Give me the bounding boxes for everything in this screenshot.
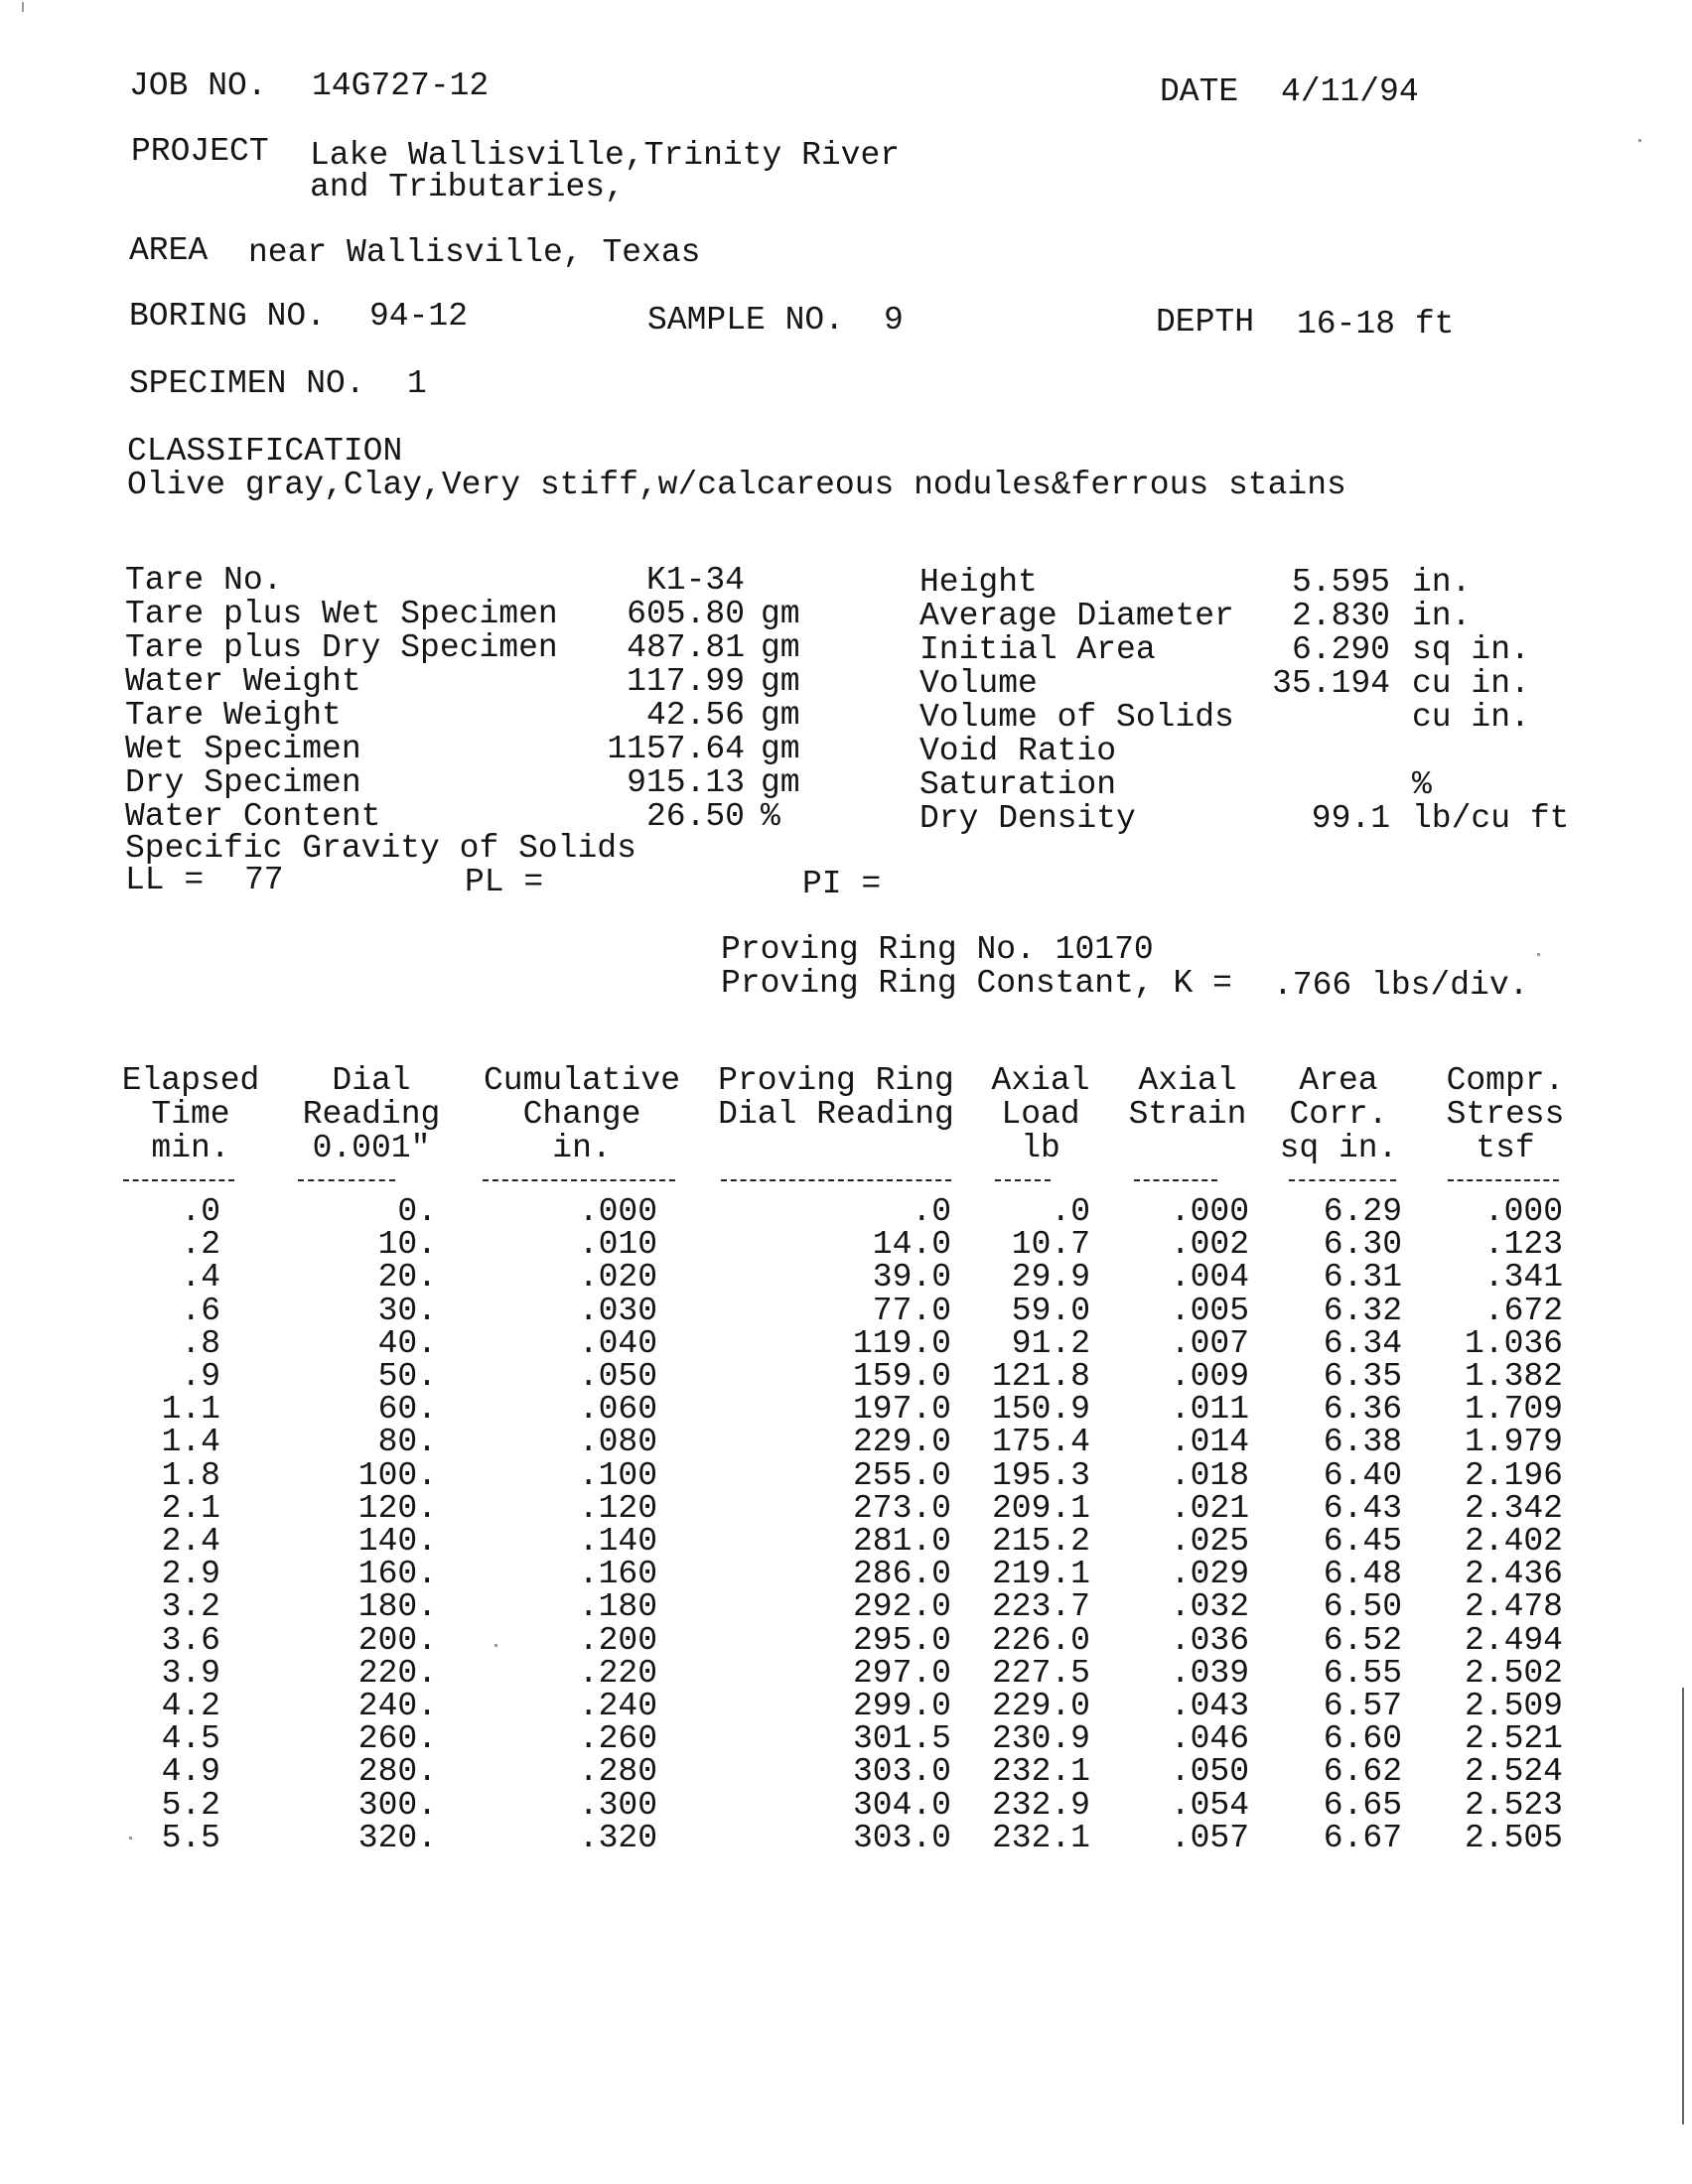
table-cell: .341 (1483, 1259, 1563, 1297)
project-line-1: Lake Wallisville,Trinity River (310, 137, 901, 174)
header-underline (721, 1179, 951, 1181)
property-value: 487.81 (627, 629, 745, 666)
property-value: 5.595 (1291, 564, 1390, 601)
table-cell: 219.1 (991, 1556, 1090, 1593)
proving-ring-constant-value: .766 lbs/div. (1273, 967, 1529, 1004)
job-label: JOB NO. (129, 68, 267, 104)
property-unit: lb/cu ft (1412, 800, 1570, 837)
table-cell: 209.1 (991, 1489, 1090, 1527)
table-cell: 6.55 (1323, 1654, 1402, 1692)
column-header: Dial Reading (718, 1096, 954, 1133)
table-cell: 273.0 (852, 1489, 951, 1527)
table-cell: 5.5 (161, 1819, 220, 1856)
table-cell: 3.2 (161, 1588, 220, 1626)
table-cell: 320. (357, 1819, 437, 1856)
property-value: 605.80 (627, 596, 745, 632)
table-cell: 2.402 (1464, 1523, 1563, 1560)
property-label: Tare Weight (125, 697, 342, 734)
table-cell: .300 (578, 1786, 657, 1824)
property-unit: % (761, 798, 780, 835)
property-value: 26.50 (645, 798, 745, 835)
table-cell: 255.0 (852, 1456, 951, 1494)
table-cell: .050 (1170, 1753, 1249, 1791)
property-value: 915.13 (627, 764, 745, 801)
property-label: Saturation (919, 766, 1117, 803)
table-cell: .000 (1483, 1193, 1563, 1230)
property-label: Water Content (125, 798, 381, 835)
table-row (0, 1722, 1692, 1756)
property-label: Average Diameter (919, 598, 1234, 634)
table-cell: 6.31 (1323, 1259, 1402, 1297)
table-cell: .080 (578, 1424, 657, 1461)
table-cell: 4.2 (161, 1688, 220, 1724)
table-cell: 29.9 (1011, 1259, 1090, 1297)
column-header: Proving Ring (718, 1062, 954, 1099)
header-underline (1134, 1179, 1217, 1181)
scan-speck (1638, 139, 1641, 142)
proving-ring-number: Proving Ring No. 10170 (721, 931, 1154, 968)
table-cell: 2.523 (1464, 1786, 1563, 1824)
table-cell: 3.6 (161, 1621, 220, 1659)
property-label: Water Weight (125, 663, 361, 700)
table-cell: 3.9 (161, 1654, 220, 1692)
property-value: 117.99 (627, 663, 745, 700)
table-cell: .320 (578, 1819, 657, 1856)
table-cell: 295.0 (852, 1621, 951, 1659)
table-cell: .220 (578, 1654, 657, 1692)
ll-label: LL = (125, 862, 205, 898)
property-unit: gm (761, 731, 800, 767)
table-cell: .025 (1170, 1523, 1249, 1560)
table-cell: 6.29 (1323, 1193, 1402, 1230)
property-label: Dry Density (919, 800, 1136, 837)
table-cell: .004 (1170, 1259, 1249, 1297)
table-cell: 301.5 (852, 1720, 951, 1758)
table-cell: 286.0 (852, 1556, 951, 1593)
property-label: Void Ratio (919, 733, 1117, 769)
table-cell: 91.2 (1011, 1324, 1090, 1362)
table-cell: 5.2 (161, 1786, 220, 1824)
table-cell: 10.7 (1011, 1226, 1090, 1264)
table-cell: 2.494 (1464, 1621, 1563, 1659)
table-cell: 20. (377, 1259, 437, 1297)
column-header: 0.001" (312, 1130, 431, 1166)
property-value: 2.830 (1291, 598, 1390, 634)
table-cell: .120 (578, 1489, 657, 1527)
table-cell: .032 (1170, 1588, 1249, 1626)
table-cell: 6.50 (1323, 1588, 1402, 1626)
table-cell: .014 (1170, 1424, 1249, 1461)
table-cell: .0 (181, 1193, 220, 1230)
column-header: Change (522, 1096, 641, 1133)
table-cell: .240 (578, 1688, 657, 1724)
column-header: Reading (302, 1096, 441, 1133)
table-cell: 1.709 (1464, 1391, 1563, 1429)
table-cell: .010 (578, 1226, 657, 1264)
table-cell: 6.48 (1323, 1556, 1402, 1593)
property-unit: gm (761, 697, 800, 734)
table-cell: 6.32 (1323, 1292, 1402, 1329)
table-cell: 80. (377, 1424, 437, 1461)
column-header: Area (1299, 1062, 1378, 1099)
table-cell: .057 (1170, 1819, 1249, 1856)
column-header: Axial (991, 1062, 1090, 1099)
ll-value: 77 (244, 862, 284, 898)
property-unit: gm (761, 764, 800, 801)
area-value: near Wallisville, Texas (248, 234, 701, 271)
table-row (0, 1324, 1692, 1362)
table-cell: 195.3 (991, 1456, 1090, 1494)
table-cell: 1.382 (1464, 1358, 1563, 1395)
sample-value: 9 (884, 302, 904, 339)
table-cell: 175.4 (991, 1424, 1090, 1461)
column-header: sq in. (1279, 1130, 1398, 1166)
property-unit: sq in. (1412, 631, 1530, 668)
header-underline (1448, 1179, 1559, 1181)
table-cell: 226.0 (991, 1621, 1090, 1659)
table-cell: 0. (397, 1193, 437, 1230)
property-value: 42.56 (645, 697, 745, 734)
pl-label: PL = (465, 864, 544, 900)
table-cell: .036 (1170, 1621, 1249, 1659)
table-cell: 14.0 (872, 1226, 951, 1264)
table-cell: 1.036 (1464, 1324, 1563, 1362)
table-cell: 232.1 (991, 1753, 1090, 1791)
table-cell: .039 (1170, 1654, 1249, 1692)
property-label: Volume of Solids (919, 699, 1234, 736)
table-cell: .140 (578, 1523, 657, 1560)
header-underline (1289, 1179, 1396, 1181)
column-header: Stress (1446, 1096, 1565, 1133)
property-unit: % (1412, 766, 1432, 803)
column-header: Elapsed (121, 1062, 260, 1099)
table-cell: 6.40 (1323, 1456, 1402, 1494)
column-header: Corr. (1289, 1096, 1388, 1133)
property-label: Height (919, 564, 1038, 601)
table-cell: 120. (357, 1489, 437, 1527)
table-row (0, 1558, 1692, 1591)
table-cell: 159.0 (852, 1358, 951, 1395)
property-label: Volume (919, 665, 1038, 702)
table-cell: .002 (1170, 1226, 1249, 1264)
table-cell: .160 (578, 1556, 657, 1593)
table-row (0, 1621, 1692, 1659)
header-underline (123, 1179, 234, 1181)
table-cell: .200 (578, 1621, 657, 1659)
table-cell: 200. (357, 1621, 437, 1659)
table-cell: 300. (357, 1786, 437, 1824)
property-value: K1-34 (645, 562, 745, 599)
column-header: tsf (1476, 1130, 1535, 1166)
table-cell: 232.9 (991, 1786, 1090, 1824)
property-label: Wet Specimen (125, 731, 361, 767)
classification-label: CLASSIFICATION (127, 433, 403, 470)
table-cell: 2.505 (1464, 1819, 1563, 1856)
table-row (0, 1228, 1692, 1262)
property-value: 1157.64 (607, 731, 745, 767)
table-cell: 59.0 (1011, 1292, 1090, 1329)
table-cell: 50. (377, 1358, 437, 1395)
table-cell: 77.0 (872, 1292, 951, 1329)
table-cell: 1.8 (161, 1456, 220, 1494)
proving-ring-constant-label: Proving Ring Constant, K = (721, 965, 1232, 1002)
property-value: 35.194 (1272, 665, 1390, 702)
table-cell: .011 (1170, 1391, 1249, 1429)
table-cell: .0 (912, 1193, 951, 1230)
property-unit: gm (761, 663, 800, 700)
column-header: lb (1021, 1130, 1060, 1166)
table-cell: 260. (357, 1720, 437, 1758)
date-label: DATE (1160, 73, 1239, 110)
scan-mark (22, 2, 24, 12)
table-cell: 2.521 (1464, 1720, 1563, 1758)
table-cell: .180 (578, 1588, 657, 1626)
project-line-2: and Tributaries, (310, 169, 625, 205)
table-cell: 2.196 (1464, 1456, 1563, 1494)
table-cell: 6.45 (1323, 1523, 1402, 1560)
table-cell: 281.0 (852, 1523, 951, 1560)
scan-edge-line (1682, 1688, 1684, 2124)
table-cell: 303.0 (852, 1819, 951, 1856)
table-cell: .030 (578, 1292, 657, 1329)
table-cell: 232.1 (991, 1819, 1090, 1856)
table-cell: 121.8 (991, 1358, 1090, 1395)
table-row (0, 1819, 1692, 1856)
table-cell: 2.436 (1464, 1556, 1563, 1593)
table-cell: .123 (1483, 1226, 1563, 1264)
table-row (0, 1786, 1692, 1824)
table-cell: 2.342 (1464, 1489, 1563, 1527)
table-cell: .050 (578, 1358, 657, 1395)
table-cell: 2.524 (1464, 1753, 1563, 1791)
table-cell: .021 (1170, 1489, 1249, 1527)
table-cell: 140. (357, 1523, 437, 1560)
property-unit: cu in. (1412, 665, 1530, 702)
specific-gravity-label: Specific Gravity of Solids (125, 830, 636, 867)
scan-speck (129, 1837, 132, 1840)
table-cell: .000 (578, 1193, 657, 1230)
depth-label: DEPTH (1156, 304, 1255, 341)
table-cell: 30. (377, 1292, 437, 1329)
header-underline (298, 1179, 395, 1181)
table-cell: .009 (1170, 1358, 1249, 1395)
table-cell: 303.0 (852, 1753, 951, 1791)
table-cell: 4.5 (161, 1720, 220, 1758)
table-cell: 229.0 (991, 1688, 1090, 1724)
table-cell: 223.7 (991, 1588, 1090, 1626)
table-cell: 240. (357, 1688, 437, 1724)
table-cell: 227.5 (991, 1654, 1090, 1692)
property-unit: gm (761, 596, 800, 632)
table-cell: 304.0 (852, 1786, 951, 1824)
column-header: Axial (1138, 1062, 1237, 1099)
property-unit: cu in. (1412, 699, 1530, 736)
table-cell: 40. (377, 1324, 437, 1362)
table-cell: 197.0 (852, 1391, 951, 1429)
classification-value: Olive gray,Clay,Very stiff,w/calcareous nodules&ferrous stains (127, 467, 1346, 503)
specimen-value: 1 (407, 365, 427, 402)
table-cell: .000 (1170, 1193, 1249, 1230)
header-underline (483, 1179, 675, 1181)
table-cell: .6 (181, 1292, 220, 1329)
scan-speck (1537, 953, 1540, 956)
table-row (0, 1755, 1692, 1789)
table-cell: .020 (578, 1259, 657, 1297)
table-cell: .007 (1170, 1324, 1249, 1362)
property-label: Tare No. (125, 562, 283, 599)
table-cell: 215.2 (991, 1523, 1090, 1560)
table-cell: .018 (1170, 1456, 1249, 1494)
table-cell: 280. (357, 1753, 437, 1791)
table-cell: 2.509 (1464, 1688, 1563, 1724)
table-cell: 229.0 (852, 1424, 951, 1461)
table-cell: .040 (578, 1324, 657, 1362)
table-cell: .280 (578, 1753, 657, 1791)
table-cell: 6.60 (1323, 1720, 1402, 1758)
column-header: Strain (1128, 1096, 1247, 1133)
table-cell: .4 (181, 1259, 220, 1297)
table-cell: 6.57 (1323, 1688, 1402, 1724)
table-cell: 4.9 (161, 1753, 220, 1791)
table-cell: 299.0 (852, 1688, 951, 1724)
table-cell: .260 (578, 1720, 657, 1758)
table-row (0, 1292, 1692, 1329)
project-label: PROJECT (131, 133, 269, 170)
column-header: in. (552, 1130, 612, 1166)
table-row (0, 1489, 1692, 1527)
table-cell: 6.65 (1323, 1786, 1402, 1824)
table-row (0, 1360, 1692, 1394)
table-cell: 297.0 (852, 1654, 951, 1692)
property-label: Tare plus Dry Specimen (125, 629, 558, 666)
table-cell: 2.1 (161, 1489, 220, 1527)
table-row (0, 1590, 1692, 1624)
table-cell: 2.502 (1464, 1654, 1563, 1692)
table-cell: 2.4 (161, 1523, 220, 1560)
boring-value: 94-12 (369, 298, 469, 335)
property-unit: gm (761, 629, 800, 666)
property-label: Dry Specimen (125, 764, 361, 801)
column-header: Dial (332, 1062, 411, 1099)
pi-label: PI = (802, 866, 882, 902)
table-cell: 6.36 (1323, 1391, 1402, 1429)
table-cell: 180. (357, 1588, 437, 1626)
table-cell: 1.1 (161, 1391, 220, 1429)
job-value: 14G727-12 (312, 68, 490, 104)
table-row (0, 1393, 1692, 1427)
table-cell: 2.478 (1464, 1588, 1563, 1626)
table-cell: .9 (181, 1358, 220, 1395)
table-cell: .0 (1051, 1193, 1090, 1230)
sample-label: SAMPLE NO. (647, 302, 845, 339)
column-header: Compr. (1446, 1062, 1565, 1099)
table-cell: .029 (1170, 1556, 1249, 1593)
table-cell: .005 (1170, 1292, 1249, 1329)
table-cell: 230.9 (991, 1720, 1090, 1758)
table-row (0, 1690, 1692, 1723)
table-cell: .060 (578, 1391, 657, 1429)
table-cell: 1.979 (1464, 1424, 1563, 1461)
table-cell: 100. (357, 1456, 437, 1494)
table-cell: 1.4 (161, 1424, 220, 1461)
table-cell: 150.9 (991, 1391, 1090, 1429)
header-underline (995, 1179, 1051, 1181)
date-value: 4/11/94 (1281, 73, 1419, 110)
boring-label: BORING NO. (129, 298, 327, 335)
table-row (0, 1456, 1692, 1494)
table-cell: 6.62 (1323, 1753, 1402, 1791)
property-label: Tare plus Wet Specimen (125, 596, 558, 632)
area-label: AREA (129, 232, 209, 269)
property-value: 6.290 (1291, 631, 1390, 668)
table-cell: 39.0 (872, 1259, 951, 1297)
table-cell: 6.43 (1323, 1489, 1402, 1527)
column-header: min. (151, 1130, 230, 1166)
table-cell: 160. (357, 1556, 437, 1593)
table-row (0, 1261, 1692, 1295)
table-cell: 6.35 (1323, 1358, 1402, 1395)
table-cell: .043 (1170, 1688, 1249, 1724)
table-cell: .672 (1483, 1292, 1563, 1329)
table-cell: 292.0 (852, 1588, 951, 1626)
table-cell: 6.52 (1323, 1621, 1402, 1659)
table-cell: .054 (1170, 1786, 1249, 1824)
table-cell: 10. (377, 1226, 437, 1264)
table-row (0, 1525, 1692, 1559)
column-header: Cumulative (483, 1062, 681, 1099)
table-row (0, 1654, 1692, 1692)
table-cell: 220. (357, 1654, 437, 1692)
table-cell: 6.67 (1323, 1819, 1402, 1856)
table-cell: 119.0 (852, 1324, 951, 1362)
column-header: Time (151, 1096, 230, 1133)
table-row (0, 1426, 1692, 1459)
table-cell: 6.34 (1323, 1324, 1402, 1362)
table-cell: .100 (578, 1456, 657, 1494)
depth-value: 16-18 ft (1297, 306, 1455, 342)
property-unit: in. (1412, 598, 1472, 634)
table-cell: 2.9 (161, 1556, 220, 1593)
property-label: Initial Area (919, 631, 1156, 668)
property-value: 99.1 (1311, 800, 1390, 837)
column-header: Load (1001, 1096, 1080, 1133)
specimen-label: SPECIMEN NO. (129, 365, 365, 402)
table-cell: .046 (1170, 1720, 1249, 1758)
table-cell: 60. (377, 1391, 437, 1429)
table-cell: .2 (181, 1226, 220, 1264)
property-unit: in. (1412, 564, 1472, 601)
table-cell: .8 (181, 1324, 220, 1362)
table-cell: 6.30 (1323, 1226, 1402, 1264)
table-row (0, 1195, 1692, 1229)
scan-speck (494, 1644, 497, 1647)
table-cell: 6.38 (1323, 1424, 1402, 1461)
